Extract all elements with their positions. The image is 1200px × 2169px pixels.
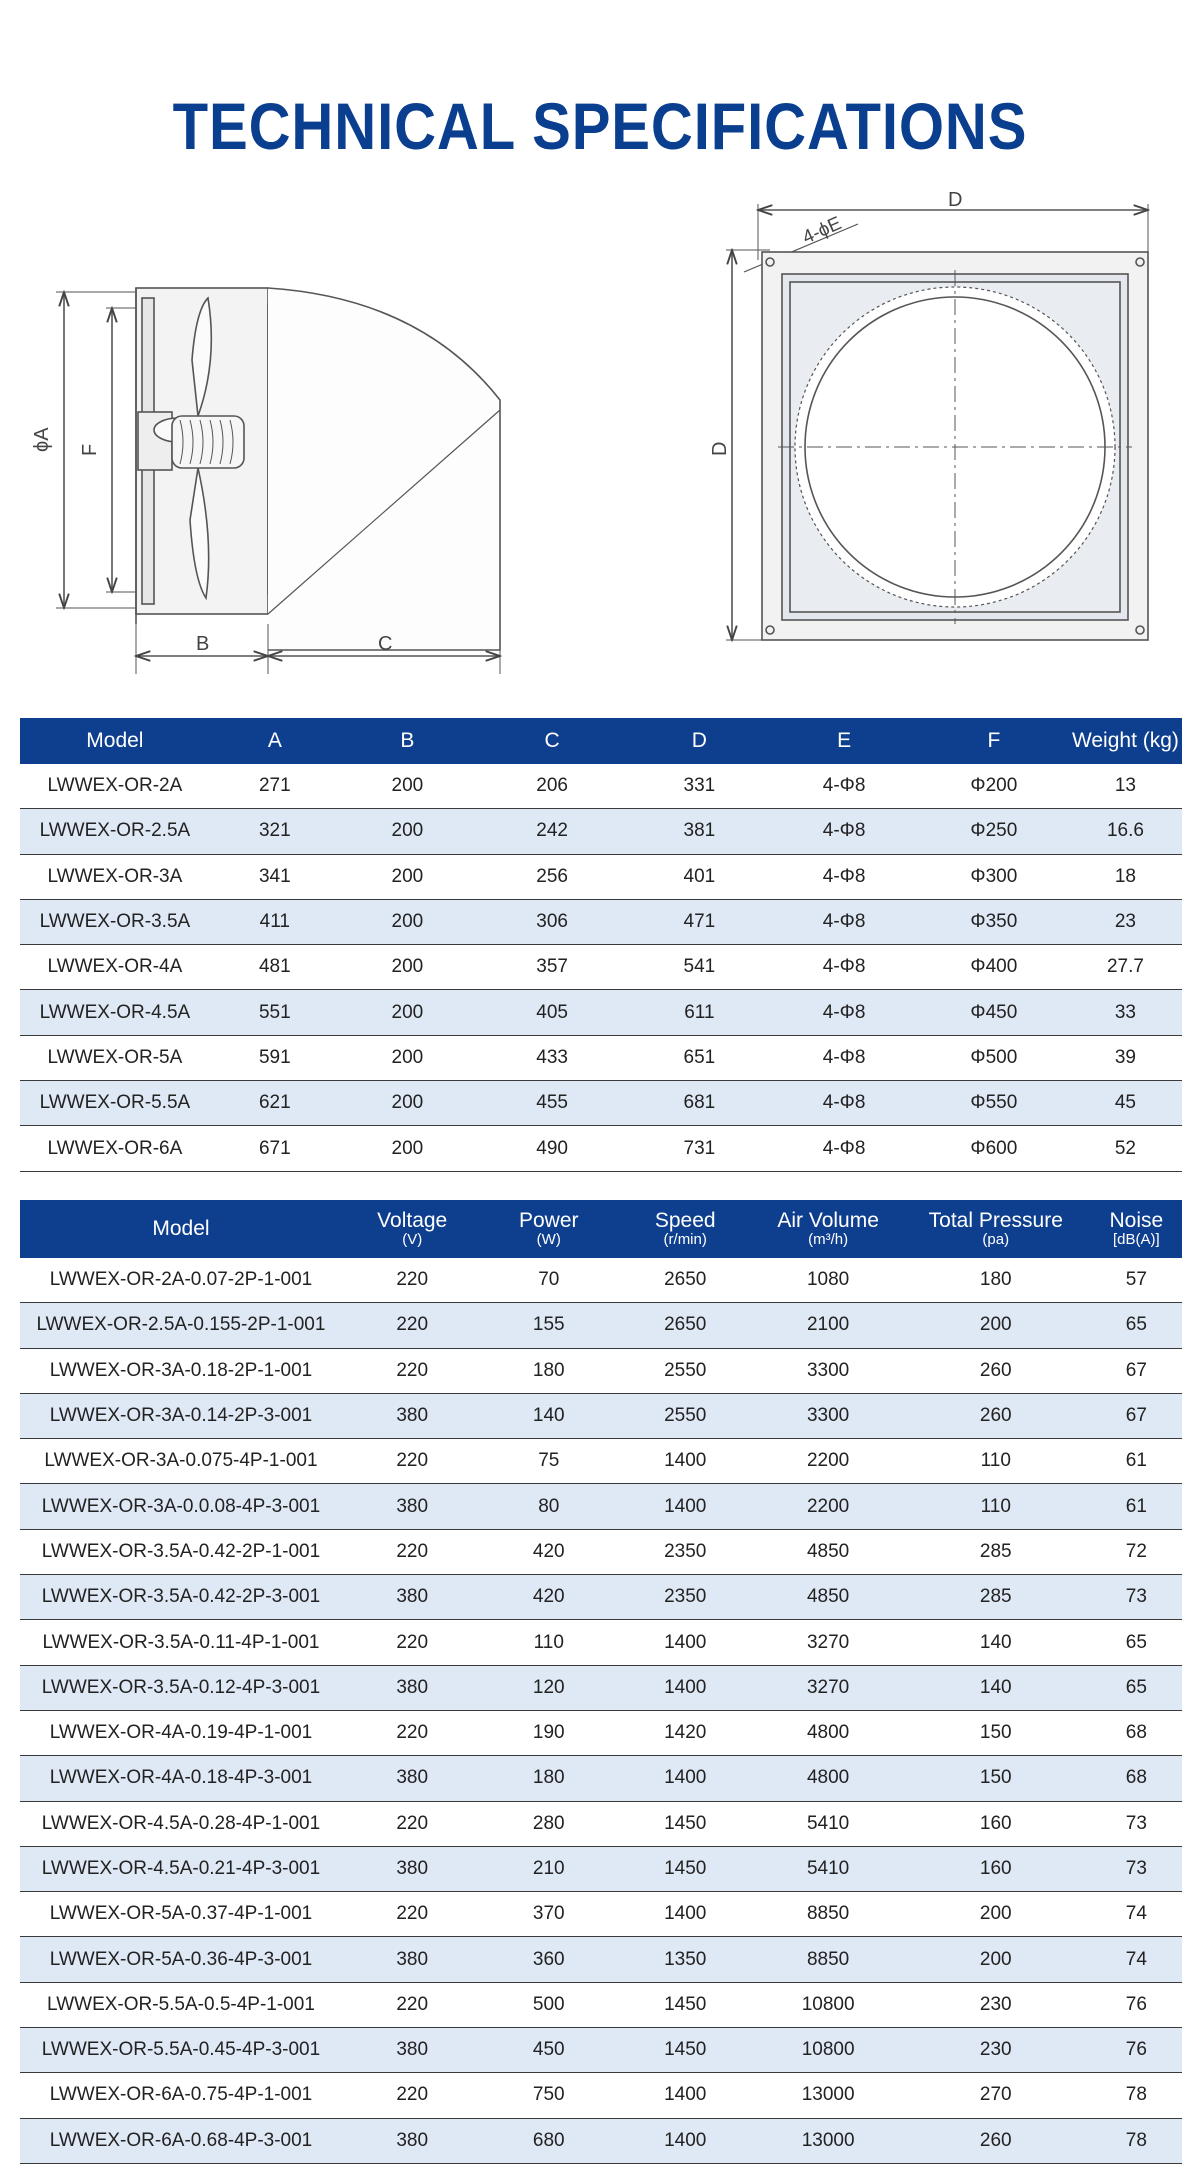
performance-header-cell [615, 1200, 755, 1258]
performance-cell: 280 [483, 1801, 616, 1846]
performance-cell: LWWEX-OR-2.5A-0.155-2P-1-001 [20, 1303, 342, 1348]
performance-cell: 4800 [755, 1756, 900, 1801]
dimensions-cell: LWWEX-OR-2A [20, 764, 210, 809]
performance-header-row [20, 1200, 1182, 1258]
dimensions-cell: LWWEX-OR-3.5A [20, 899, 210, 944]
performance-cell: LWWEX-OR-3.5A-0.11-4P-1-001 [20, 1620, 342, 1665]
performance-cell: 4850 [755, 1529, 900, 1574]
performance-cell: 680 [483, 2118, 616, 2163]
performance-row [20, 1620, 1182, 1665]
performance-cell: 13000 [755, 2073, 900, 2118]
side-label-b: B [196, 633, 210, 655]
performance-row [20, 1575, 1182, 1620]
dimensions-cell: 271 [210, 764, 340, 809]
performance-cell: 1400 [615, 2073, 755, 2118]
dimensions-header-cell: F [919, 718, 1069, 764]
dimensions-cell: 200 [340, 990, 475, 1035]
performance-cell: 2650 [615, 1258, 755, 1303]
dimensions-cell: 4-Φ8 [769, 899, 919, 944]
performance-cell: 380 [342, 1484, 483, 1529]
performance-cell: 140 [483, 1393, 616, 1438]
dimensions-cell: 256 [475, 854, 630, 899]
dimensions-cell: LWWEX-OR-5.5A [20, 1081, 210, 1126]
performance-cell: 220 [342, 1258, 483, 1303]
performance-cell: 5410 [755, 1801, 900, 1846]
performance-cell: 2200 [755, 1484, 900, 1529]
performance-cell: 220 [342, 2073, 483, 2118]
performance-row [20, 1393, 1182, 1438]
performance-cell: 76 [1091, 2028, 1182, 2073]
performance-cell: 1400 [615, 1439, 755, 1484]
performance-cell: 76 [1091, 1982, 1182, 2027]
dimensions-cell: 200 [340, 854, 475, 899]
dimensions-header-cell: B [340, 718, 475, 764]
performance-header-unit: (W) [536, 1231, 561, 1249]
dimensions-header-cell: C [475, 718, 630, 764]
performance-cell: 380 [342, 1665, 483, 1710]
performance-cell: 260 [901, 1393, 1091, 1438]
performance-row [20, 2073, 1182, 2118]
performance-cell: 8850 [755, 1937, 900, 1982]
dimensions-cell: 52 [1069, 1126, 1182, 1171]
dimensions-cell: 490 [475, 1126, 630, 1171]
performance-cell: 3270 [755, 1665, 900, 1710]
performance-header-cell [901, 1200, 1091, 1258]
performance-cell: 78 [1091, 2118, 1182, 2163]
performance-cell: LWWEX-OR-3A-0.14-2P-3-001 [20, 1393, 342, 1438]
side-view-drawing [56, 288, 500, 674]
performance-cell: 2100 [755, 1303, 900, 1348]
performance-cell: 150 [901, 1756, 1091, 1801]
dimensions-cell: 206 [475, 764, 630, 809]
performance-cell: 65 [1091, 1303, 1182, 1348]
dimensions-cell: Φ300 [919, 854, 1069, 899]
performance-cell: LWWEX-OR-3A-0.18-2P-1-001 [20, 1348, 342, 1393]
performance-cell: 190 [483, 1710, 616, 1755]
performance-cell: LWWEX-OR-6A-0.68-4P-3-001 [20, 2118, 342, 2163]
dimensions-cell: LWWEX-OR-6A [20, 1126, 210, 1171]
dimensions-row [20, 1126, 1182, 1171]
performance-cell: 78 [1091, 2073, 1182, 2118]
dimensions-cell: 401 [629, 854, 769, 899]
performance-cell: LWWEX-OR-3.5A-0.12-4P-3-001 [20, 1665, 342, 1710]
dimensions-cell: Φ550 [919, 1081, 1069, 1126]
dimensions-cell: 681 [629, 1081, 769, 1126]
dimensions-cell: Φ450 [919, 990, 1069, 1035]
performance-header-unit: (V) [402, 1231, 423, 1249]
performance-cell: 1400 [615, 1892, 755, 1937]
performance-cell: 13000 [755, 2118, 900, 2163]
technical-drawings [0, 180, 1200, 680]
performance-row [20, 2118, 1182, 2163]
performance-cell: 73 [1091, 1846, 1182, 1891]
dimensions-cell: Φ400 [919, 945, 1069, 990]
performance-row [20, 1937, 1182, 1982]
performance-row [20, 1756, 1182, 1801]
performance-header-unit: [dB(A)] [1113, 1231, 1160, 1249]
performance-cell: LWWEX-OR-3.5A-0.42-2P-3-001 [20, 1575, 342, 1620]
performance-cell: 1450 [615, 1846, 755, 1891]
performance-cell: 2550 [615, 1393, 755, 1438]
performance-row [20, 1303, 1182, 1348]
dimensions-cell: 551 [210, 990, 340, 1035]
performance-row [20, 1258, 1182, 1303]
performance-cell: 155 [483, 1303, 616, 1348]
performance-cell: LWWEX-OR-3.5A-0.42-2P-1-001 [20, 1529, 342, 1574]
dimensions-cell: 306 [475, 899, 630, 944]
performance-cell: LWWEX-OR-4A-0.19-4P-1-001 [20, 1710, 342, 1755]
performance-cell: 67 [1091, 1393, 1182, 1438]
performance-cell: LWWEX-OR-5A-0.36-4P-3-001 [20, 1937, 342, 1982]
performance-cell: 61 [1091, 1439, 1182, 1484]
performance-cell: 380 [342, 1756, 483, 1801]
performance-cell: LWWEX-OR-5A-0.37-4P-1-001 [20, 1892, 342, 1937]
performance-cell: 10800 [755, 1982, 900, 2027]
dimensions-cell: 4-Φ8 [769, 1081, 919, 1126]
performance-cell: 74 [1091, 1892, 1182, 1937]
performance-row [20, 1846, 1182, 1891]
dimensions-cell: Φ250 [919, 809, 1069, 854]
dimensions-cell: 481 [210, 945, 340, 990]
dimensions-cell: 611 [629, 990, 769, 1035]
dimensions-cell: LWWEX-OR-4A [20, 945, 210, 990]
performance-cell: 180 [483, 1348, 616, 1393]
dimensions-cell: 651 [629, 1035, 769, 1080]
performance-cell: LWWEX-OR-3A-0.0.08-4P-3-001 [20, 1484, 342, 1529]
performance-cell: 260 [901, 1348, 1091, 1393]
performance-cell: LWWEX-OR-4.5A-0.21-4P-3-001 [20, 1846, 342, 1891]
dimensions-header-cell: Model [20, 718, 210, 764]
performance-header-cell [755, 1200, 900, 1258]
dimensions-cell: 200 [340, 945, 475, 990]
dimensions-cell: 39 [1069, 1035, 1182, 1080]
performance-cell: 1400 [615, 2118, 755, 2163]
side-label-phia: ϕA [31, 427, 53, 452]
performance-cell: 2350 [615, 1529, 755, 1574]
page-title: TECHNICAL SPECIFICATIONS [172, 89, 1028, 164]
performance-row [20, 1348, 1182, 1393]
performance-header-label: Voltage [377, 1209, 448, 1233]
dimensions-cell: Φ200 [919, 764, 1069, 809]
performance-cell: 220 [342, 1892, 483, 1937]
performance-cell: 65 [1091, 1665, 1182, 1710]
dimensions-cell: 331 [629, 764, 769, 809]
dimensions-cell: Φ500 [919, 1035, 1069, 1080]
dimensions-header-row [20, 718, 1182, 764]
performance-cell: 110 [483, 1620, 616, 1665]
performance-cell: 200 [901, 1937, 1091, 1982]
performance-header-unit: (pa) [982, 1231, 1010, 1249]
dimensions-cell: 731 [629, 1126, 769, 1171]
performance-cell: 3300 [755, 1393, 900, 1438]
performance-cell: 270 [901, 2073, 1091, 2118]
performance-cell: 200 [901, 1892, 1091, 1937]
performance-cell: 73 [1091, 1801, 1182, 1846]
performance-cell: 140 [901, 1620, 1091, 1665]
dimensions-table [20, 718, 1182, 1172]
dimensions-row [20, 945, 1182, 990]
dimensions-cell: 4-Φ8 [769, 945, 919, 990]
dimensions-cell: 200 [340, 1081, 475, 1126]
performance-cell: 1450 [615, 2028, 755, 2073]
performance-cell: LWWEX-OR-4.5A-0.28-4P-1-001 [20, 1801, 342, 1846]
performance-cell: 140 [901, 1665, 1091, 1710]
performance-row [20, 1801, 1182, 1846]
performance-cell: 2200 [755, 1439, 900, 1484]
dimensions-cell: 242 [475, 809, 630, 854]
performance-cell: 68 [1091, 1710, 1182, 1755]
performance-cell: 150 [901, 1710, 1091, 1755]
performance-cell: 420 [483, 1529, 616, 1574]
dimensions-cell: 27.7 [1069, 945, 1182, 990]
performance-row [20, 1529, 1182, 1574]
performance-cell: 260 [901, 2118, 1091, 2163]
performance-header-cell [1091, 1200, 1182, 1258]
performance-cell: 8850 [755, 1892, 900, 1937]
dimensions-cell: 621 [210, 1081, 340, 1126]
performance-cell: 220 [342, 1529, 483, 1574]
performance-cell: 285 [901, 1529, 1091, 1574]
front-label-d-left: D [709, 441, 731, 456]
dimensions-row [20, 854, 1182, 899]
dimensions-row [20, 899, 1182, 944]
dimensions-cell: 405 [475, 990, 630, 1035]
performance-cell: LWWEX-OR-5.5A-0.5-4P-1-001 [20, 1982, 342, 2027]
performance-cell: 4800 [755, 1710, 900, 1755]
performance-cell: 380 [342, 1575, 483, 1620]
performance-cell: 1400 [615, 1484, 755, 1529]
performance-cell: 2550 [615, 1348, 755, 1393]
dimensions-cell: 455 [475, 1081, 630, 1126]
performance-header-cell [483, 1200, 616, 1258]
dimensions-header-cell: D [629, 718, 769, 764]
dimensions-cell: LWWEX-OR-2.5A [20, 809, 210, 854]
performance-cell: 5410 [755, 1846, 900, 1891]
performance-cell: 230 [901, 1982, 1091, 2027]
performance-cell: LWWEX-OR-2A-0.07-2P-1-001 [20, 1258, 342, 1303]
dimensions-cell: 411 [210, 899, 340, 944]
dimensions-header-cell: A [210, 718, 340, 764]
performance-cell: 420 [483, 1575, 616, 1620]
performance-cell: LWWEX-OR-3A-0.075-4P-1-001 [20, 1439, 342, 1484]
dimensions-cell: 381 [629, 809, 769, 854]
dimensions-cell: LWWEX-OR-5A [20, 1035, 210, 1080]
dimensions-cell: 33 [1069, 990, 1182, 1035]
dimensions-cell: 4-Φ8 [769, 809, 919, 854]
dimensions-cell: 4-Φ8 [769, 854, 919, 899]
performance-header-unit: (m³/h) [808, 1231, 849, 1249]
performance-row [20, 1710, 1182, 1755]
performance-cell: 68 [1091, 1756, 1182, 1801]
side-label-f: F [79, 443, 101, 456]
performance-cell: 1400 [615, 1620, 755, 1665]
performance-cell: 57 [1091, 1258, 1182, 1303]
performance-row [20, 1484, 1182, 1529]
front-view-drawing [726, 204, 1148, 640]
performance-cell: 1400 [615, 1665, 755, 1710]
dimensions-cell: 4-Φ8 [769, 990, 919, 1035]
performance-header-label: Speed [654, 1209, 716, 1233]
dimensions-cell: 16.6 [1069, 809, 1182, 854]
performance-cell: 4850 [755, 1575, 900, 1620]
dimensions-cell: 591 [210, 1035, 340, 1080]
dimensions-cell: Φ600 [919, 1126, 1069, 1171]
performance-cell: 450 [483, 2028, 616, 2073]
performance-cell: 110 [901, 1484, 1091, 1529]
dimensions-cell: 471 [629, 899, 769, 944]
dimensions-cell: 200 [340, 809, 475, 854]
dimensions-header-cell: E [769, 718, 919, 764]
dimensions-row [20, 809, 1182, 854]
dimensions-cell: 200 [340, 899, 475, 944]
performance-cell: 1080 [755, 1258, 900, 1303]
performance-header-label: Noise [1109, 1209, 1164, 1233]
dimensions-cell: 4-Φ8 [769, 1126, 919, 1171]
front-label-d-top: D [948, 189, 963, 211]
dimensions-cell: 45 [1069, 1081, 1182, 1126]
performance-cell: 1400 [615, 1756, 755, 1801]
performance-cell: 210 [483, 1846, 616, 1891]
dimensions-cell: 433 [475, 1035, 630, 1080]
performance-cell: 380 [342, 2028, 483, 2073]
dimensions-cell: 541 [629, 945, 769, 990]
performance-cell: 80 [483, 1484, 616, 1529]
performance-header-cell [20, 1200, 342, 1258]
performance-cell: 10800 [755, 2028, 900, 2073]
dimensions-cell: 200 [340, 1035, 475, 1080]
performance-row [20, 1982, 1182, 2027]
performance-cell: 220 [342, 1303, 483, 1348]
performance-row [20, 1439, 1182, 1484]
dimensions-row [20, 1035, 1182, 1080]
performance-cell: 220 [342, 1982, 483, 2027]
performance-cell: 1450 [615, 1801, 755, 1846]
performance-header-unit: (r/min) [663, 1231, 707, 1249]
dimensions-cell: 321 [210, 809, 340, 854]
dimensions-row [20, 990, 1182, 1035]
dimensions-cell: 4-Φ8 [769, 1035, 919, 1080]
performance-cell: LWWEX-OR-5.5A-0.45-4P-3-001 [20, 2028, 342, 2073]
dimensions-cell: LWWEX-OR-3A [20, 854, 210, 899]
performance-cell: 67 [1091, 1348, 1182, 1393]
performance-cell: 200 [901, 1303, 1091, 1348]
dimensions-cell: 200 [340, 1126, 475, 1171]
dimensions-cell: 23 [1069, 899, 1182, 944]
front-label-holes: 4-ϕE [799, 213, 845, 249]
performance-cell: 1420 [615, 1710, 755, 1755]
dimensions-cell: 671 [210, 1126, 340, 1171]
performance-cell: 160 [901, 1801, 1091, 1846]
performance-cell: 750 [483, 2073, 616, 2118]
performance-header-cell [342, 1200, 483, 1258]
dimensions-header-cell: Weight (kg) [1069, 718, 1182, 764]
performance-cell: 230 [901, 2028, 1091, 2073]
dimensions-cell: LWWEX-OR-4.5A [20, 990, 210, 1035]
dimensions-cell: 18 [1069, 854, 1182, 899]
dimensions-cell: Φ350 [919, 899, 1069, 944]
performance-cell: 220 [342, 1801, 483, 1846]
dimensions-row [20, 764, 1182, 809]
performance-cell: 2650 [615, 1303, 755, 1348]
performance-cell: 1450 [615, 1982, 755, 2027]
performance-row [20, 2028, 1182, 2073]
performance-table [20, 1200, 1182, 2164]
dimensions-cell: 341 [210, 854, 340, 899]
performance-cell: 360 [483, 1937, 616, 1982]
performance-cell: 65 [1091, 1620, 1182, 1665]
performance-cell: 380 [342, 1846, 483, 1891]
performance-cell: 120 [483, 1665, 616, 1710]
performance-cell: 285 [901, 1575, 1091, 1620]
performance-cell: 220 [342, 1710, 483, 1755]
performance-cell: 2350 [615, 1575, 755, 1620]
dimensions-cell: 13 [1069, 764, 1182, 809]
performance-cell: LWWEX-OR-6A-0.75-4P-1-001 [20, 2073, 342, 2118]
performance-cell: 370 [483, 1892, 616, 1937]
performance-cell: 75 [483, 1439, 616, 1484]
performance-cell: 110 [901, 1439, 1091, 1484]
performance-cell: 220 [342, 1620, 483, 1665]
dimensions-row [20, 1081, 1182, 1126]
performance-cell: 160 [901, 1846, 1091, 1891]
performance-header-label: Total Pressure [928, 1209, 1063, 1233]
performance-header-label: Air Volume [777, 1209, 879, 1233]
performance-cell: 220 [342, 1439, 483, 1484]
performance-cell: 70 [483, 1258, 616, 1303]
performance-cell: LWWEX-OR-4A-0.18-4P-3-001 [20, 1756, 342, 1801]
performance-cell: 380 [342, 1937, 483, 1982]
performance-cell: 1350 [615, 1937, 755, 1982]
performance-cell: 73 [1091, 1575, 1182, 1620]
performance-cell: 180 [483, 1756, 616, 1801]
performance-cell: 380 [342, 2118, 483, 2163]
dimensions-cell: 357 [475, 945, 630, 990]
performance-row [20, 1665, 1182, 1710]
performance-cell: 500 [483, 1982, 616, 2027]
performance-cell: 3300 [755, 1348, 900, 1393]
performance-row [20, 1892, 1182, 1937]
performance-cell: 61 [1091, 1484, 1182, 1529]
performance-header-label: Model [152, 1216, 210, 1240]
side-label-c: C [378, 633, 393, 655]
performance-cell: 74 [1091, 1937, 1182, 1982]
performance-cell: 220 [342, 1348, 483, 1393]
dimensions-cell: 4-Φ8 [769, 764, 919, 809]
performance-cell: 180 [901, 1258, 1091, 1303]
performance-header-label: Power [518, 1209, 579, 1233]
performance-cell: 72 [1091, 1529, 1182, 1574]
performance-cell: 380 [342, 1393, 483, 1438]
dimensions-cell: 200 [340, 764, 475, 809]
performance-cell: 3270 [755, 1620, 900, 1665]
